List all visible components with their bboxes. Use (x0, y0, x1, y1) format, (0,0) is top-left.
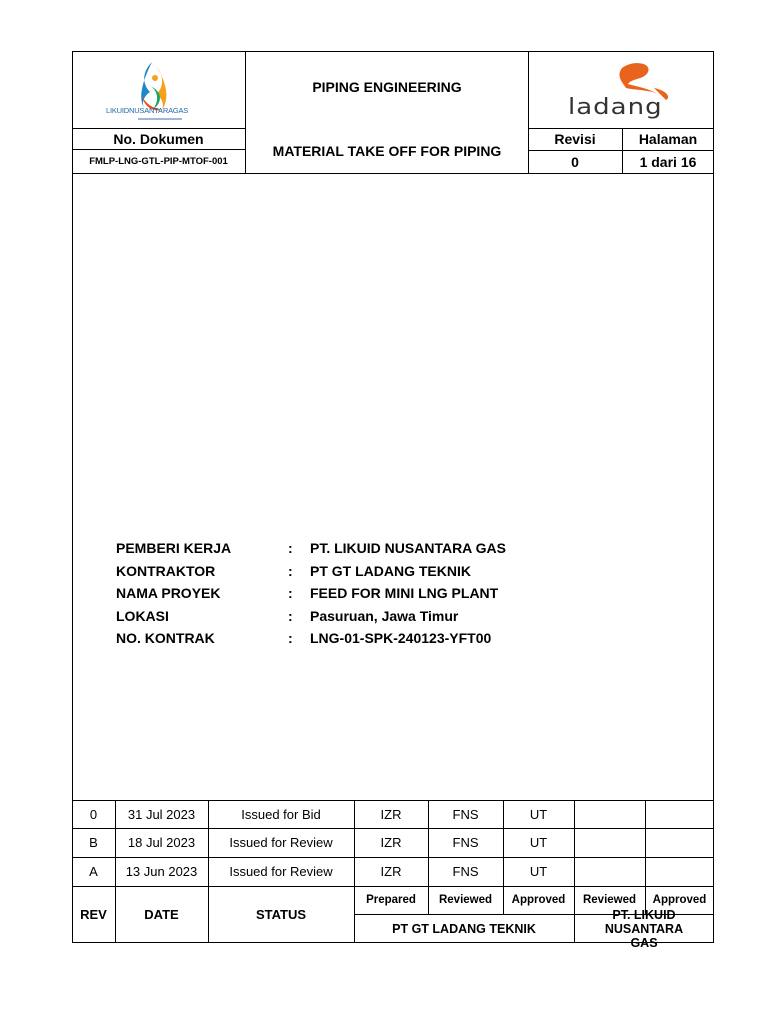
prepared-cell: IZR (380, 864, 402, 879)
ladang-logo-text: ladang (568, 94, 663, 120)
approved-cell: UT (529, 835, 548, 850)
client-approved-header: Approved (652, 894, 707, 906)
info-label: NO. KONTRAK (116, 630, 215, 646)
client-approved-cell (645, 857, 714, 886)
revision-label: Revisi (554, 131, 596, 147)
header-divider (72, 173, 714, 174)
info-row-kontraktor (116, 560, 471, 582)
likuid-nusantara-gas-logo (100, 56, 225, 126)
client-reviewed-cell (574, 828, 645, 857)
client-reviewed-cell (574, 800, 645, 828)
revision-value: 0 (571, 153, 579, 170)
department-title: PIPING ENGINEERING (312, 79, 462, 95)
approved-header: Approved (511, 894, 566, 906)
contractor-name: PT GT LADANG TEKNIK (392, 921, 536, 936)
rev-cell: 0 (89, 806, 98, 822)
info-value: PT GT LADANG TEKNIK (310, 563, 471, 579)
info-row-pemberi-kerja (116, 537, 506, 559)
info-value: Pasuruan, Jawa Timur (310, 608, 459, 624)
status-cell: Issued for Review (229, 835, 333, 850)
date-cell: 18 Jul 2023 (127, 835, 196, 850)
doc-no-value: FMLP-LNG-GTL-PIP-MTOF-001 (89, 155, 228, 167)
status-cell: Issued for Bid (241, 806, 321, 822)
info-colon: : (288, 563, 293, 579)
info-label: LOKASI (116, 608, 169, 624)
page-label: Halaman (638, 131, 698, 147)
approved-cell: UT (529, 806, 548, 822)
info-value: LNG-01-SPK-240123-YFT00 (310, 630, 492, 646)
ladang-logo (562, 60, 682, 122)
status-cell: Issued for Review (229, 864, 333, 879)
info-label: NAMA PROYEK (116, 585, 221, 601)
date-header: DATE (144, 907, 179, 922)
rev-cell: A (89, 864, 98, 879)
client-approved-cell (645, 828, 714, 857)
client-reviewed-cell (574, 857, 645, 886)
info-colon: : (288, 630, 293, 646)
prepared-header: Prepared (366, 894, 416, 906)
likuid-logo-text: LIKUIDNUSANTARAGAS (106, 106, 189, 115)
info-colon: : (288, 585, 293, 601)
document-title: MATERIAL TAKE OFF FOR PIPING (272, 142, 502, 159)
info-label: KONTRAKTOR (116, 563, 216, 579)
date-cell: 31 Jul 2023 (127, 806, 196, 822)
info-row-lokasi (116, 605, 458, 627)
info-value: PT. LIKUID NUSANTARA GAS (310, 540, 506, 556)
reviewed-cell: FNS (452, 835, 479, 850)
status-header: STATUS (255, 907, 307, 922)
info-colon: : (288, 608, 293, 624)
doc-no-label: No. Dokumen (113, 130, 204, 147)
info-colon: : (288, 540, 293, 556)
date-cell: 13 Jun 2023 (125, 864, 198, 879)
reviewed-cell: FNS (452, 864, 479, 879)
page-value: 1 dari 16 (639, 153, 697, 170)
reviewed-cell: FNS (452, 806, 479, 822)
info-row-nama-proyek (116, 582, 498, 604)
info-value: FEED FOR MINI LNG PLANT (310, 585, 499, 601)
client-reviewed-header: Reviewed (582, 894, 637, 906)
client-approved-cell (645, 800, 714, 828)
reviewed-header: Reviewed (438, 894, 493, 906)
rev-cell: B (89, 835, 98, 850)
info-label: PEMBERI KERJA (116, 540, 232, 556)
prepared-cell: IZR (380, 835, 402, 850)
rev-header: REV (80, 907, 107, 922)
likuid-logo-tagline (138, 118, 182, 120)
client-name: PT. LIKUID NUSANTARA GAS (604, 907, 684, 950)
approved-cell: UT (529, 864, 548, 879)
info-row-no-kontrak (116, 627, 491, 649)
likuid-flame-icon (100, 56, 225, 126)
prepared-cell: IZR (380, 806, 402, 822)
